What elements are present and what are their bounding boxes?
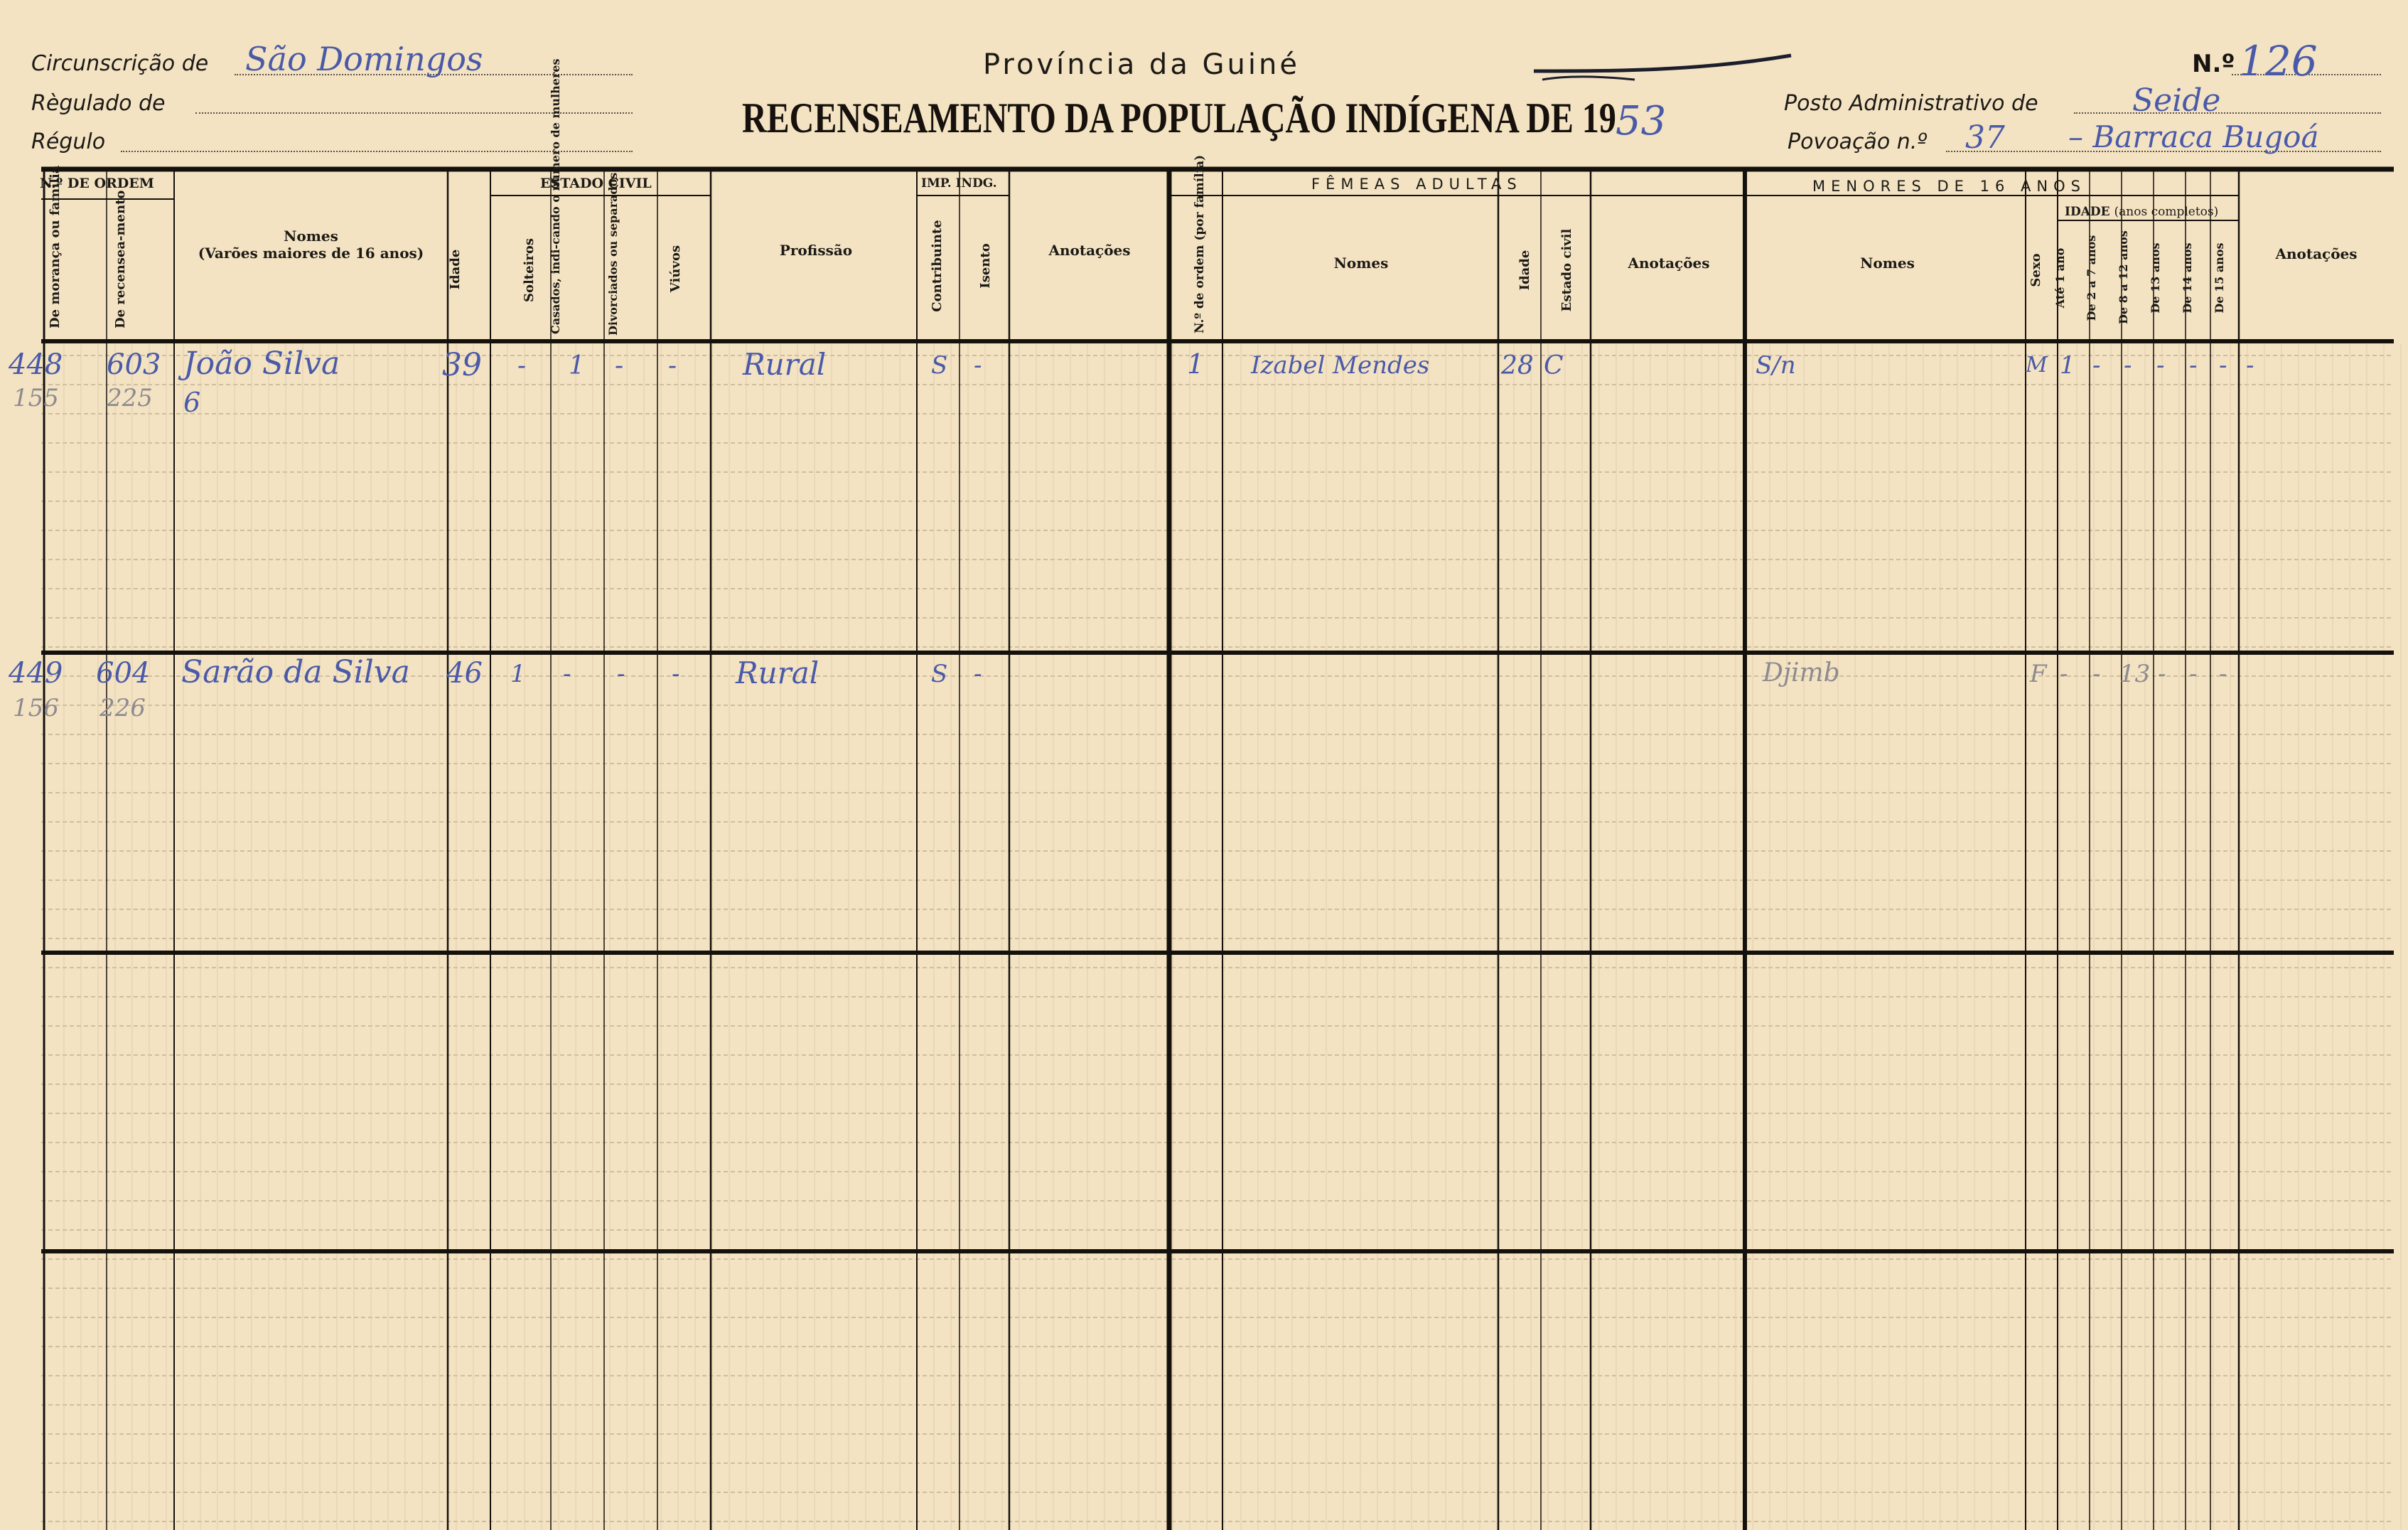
entry1-de-13: - [2156,351,2165,380]
entry2-viuvos: - [672,660,680,688]
colhead-idade-femeas: Idade [1517,250,1532,291]
group-femeas-adultas: FÊMEAS ADULTAS [1311,176,1522,193]
entry2-casados: - [563,660,571,688]
group-n-ordem: N.º DE ORDEM [40,176,154,191]
posto-label: Posto Administrativo de [1784,91,2038,116]
entry1-femea-estado: C [1544,351,1564,380]
colhead-ordem-familia: N.º de ordem (por família) [1193,154,1207,333]
colhead-idade: Idade [448,249,463,290]
entry1-de-2-a-7: - [2092,351,2101,380]
entry2-solteiros: 1 [510,660,526,688]
entry1-moranca-2: 155 [13,384,59,412]
entry1-isento: - [974,351,982,380]
entry1-ordem-familia: 1 [1187,348,1205,380]
entry2-ate-1: - [2060,660,2068,688]
entry1-divorciados: - [615,351,624,380]
entry2-profissao: Rural [736,656,819,690]
povoacao-name: – Barraca Bugoá [2068,119,2319,154]
colhead-anotacoes-2: Anotações [1628,255,1710,272]
entry1-nome-2: 6 [183,387,201,418]
entry1-ate-1: 1 [2060,351,2075,380]
entry1-menor-nome: S/n [1756,351,1796,380]
entry1-contribuinte: S [931,351,948,380]
colhead-recenseamento: De recensea-mento [113,190,128,328]
provincia-title: Província da Guiné [983,48,1300,81]
entry2-de-15: - [2219,660,2227,688]
povoacao-number: 37 [1965,119,2005,156]
colhead-contribuinte: Contribuinte [930,220,945,312]
colhead-solteiros: Solteiros [522,237,537,303]
colhead-ate-1-ano: Até 1 ano [2053,247,2067,309]
colhead-nomes-femeas: Nomes [1333,255,1389,272]
colhead-estado-civil-femeas: Estado civil [1559,228,1574,312]
entry2-contribuinte: S [931,660,948,688]
circunscricao-label: Circunscrição de [31,51,209,76]
title-year: 53 [1616,98,1667,144]
colhead-sexo: Sexo [2028,253,2043,287]
colhead-de-13: De 13 anos [2149,242,2162,314]
entry1-de-15: - [2219,351,2227,380]
entry2-nome: Sarão da Silva [181,654,410,690]
group-imp-indg: IMP. INDG. [921,176,997,191]
colhead-casados: Casados, indi-cando o número de mulheres [549,58,562,334]
numero-value: 126 [2239,37,2318,85]
group-idade-menores: IDADE (anos completos) [2065,205,2219,219]
entry1-de-8-a-12: - [2124,351,2132,380]
colhead-nomes-varoes: Nomes (Varões maiores de 16 anos) [198,228,424,262]
entry2-divorciados: - [617,660,625,688]
entry2-menor-nome: Djimb [1763,658,1840,688]
entry2-recenseamento-2: 226 [100,694,146,722]
entry1-casados: 1 [569,351,585,380]
entry2-de-2-a-7: - [2092,660,2101,688]
colhead-de-2-a-7: De 2 a 7 anos [2085,235,2098,321]
colhead-anotacoes-1: Anotações [1048,242,1131,259]
posto-value: Seide [2132,82,2221,119]
povoacao-label: Povoação n.º [1788,129,1928,154]
main-title: RECENSEAMENTO DA POPULAÇÃO INDÍGENA DE 19 [742,95,1616,141]
entry1-viuvos: - [668,351,677,380]
pen-stroke-mark [1528,43,1798,100]
group-menores: MENORES DE 16 ANOS [1812,178,2086,195]
entry2-de-13: - [2158,660,2166,688]
entry2-sexo: F [2030,660,2047,688]
colhead-nomes-menores: Nomes [1860,255,1915,272]
colhead-de-15: De 15 anos [2213,242,2226,314]
colhead-de-14: De 14 anos [2181,242,2194,314]
entry1-anotacoes: - [2246,351,2254,380]
entry2-isento: - [974,660,982,688]
entry2-idade: 46 [446,657,483,690]
entry1-profissao: Rural [743,347,827,382]
colhead-viuvos: Viúvos [668,245,683,293]
posto-line [2074,112,2381,114]
regulo-label: Régulo [31,129,106,154]
circunscricao-value: São Domingos [245,40,483,78]
entry2-de-8-a-12: 13 [2119,660,2151,688]
regulado-label: Règulado de [31,91,166,116]
entry2-recenseamento: 604 [96,657,151,690]
entry1-de-14: - [2189,351,2198,380]
entry1-recenseamento-2: 225 [107,384,153,412]
entry2-de-14: - [2189,660,2198,688]
entry1-idade: 39 [442,347,482,383]
entry1-femea-nome: Izabel Mendes [1251,351,1430,380]
entry1-solteiros: - [517,351,527,380]
colhead-profissao: Profissão [779,242,853,259]
entry1-moranca: 448 [9,348,63,381]
entry1-femea-idade: 28 [1501,351,1534,380]
colhead-anotacoes-3: Anotações [2275,245,2358,262]
group-estado-civil: ESTADO CIVIL [540,176,652,191]
entry1-recenseamento: 603 [107,348,161,381]
regulado-line [195,112,633,114]
colhead-moranca: De morança ou família [48,165,63,328]
colhead-de-8-a-12: De 8 a 12 anos [2117,230,2130,324]
entry1-nome: João Silva [183,346,340,382]
entry1-sexo: M [2026,353,2048,378]
colhead-divorciados: Divorciados ou separados [606,172,620,336]
entry2-moranca-2: 156 [13,694,59,722]
colhead-isento: Isento [978,243,993,289]
numero-label: N.º [2192,50,2235,78]
entry2-moranca: 449 [9,657,63,690]
